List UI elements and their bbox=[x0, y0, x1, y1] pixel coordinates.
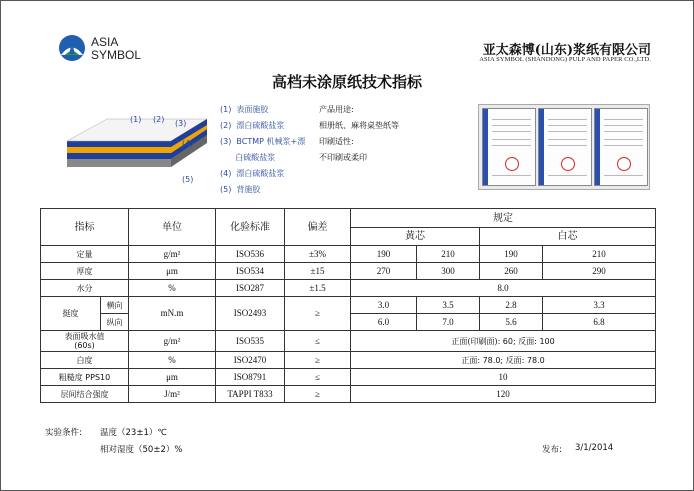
spec-table bbox=[40, 208, 656, 403]
certificate-1 bbox=[482, 108, 536, 186]
row-method: ISO534 bbox=[216, 263, 285, 280]
asia-symbol-logo-icon bbox=[58, 34, 86, 62]
row-label: 白度 bbox=[41, 352, 129, 369]
table-cell: 190 bbox=[480, 246, 543, 263]
diagram-label-2: (2) bbox=[153, 115, 165, 124]
print-label: 印刷适性: bbox=[319, 137, 354, 146]
table-cell: 正面(印刷面): 60; 反面: 100 bbox=[351, 331, 656, 352]
layer-item-5: (5) 背施胶 bbox=[220, 185, 261, 194]
table-row bbox=[41, 369, 656, 386]
row-method: ISO536 bbox=[216, 246, 285, 263]
conditions-temperature: 温度（23±1）℃ bbox=[100, 428, 167, 438]
header-method: 化验标准 bbox=[216, 209, 285, 246]
header-spec: 规定 bbox=[351, 209, 656, 228]
diagram-label-4: (4) bbox=[182, 139, 194, 148]
certificate-3 bbox=[594, 108, 648, 186]
company-name-en: ASIA SYMBOL (SHANDONG) PULP AND PAPER CO.,LTD. bbox=[479, 56, 651, 63]
table-cell: 6.0 bbox=[351, 314, 417, 331]
publish-date: 3/1/2014 bbox=[575, 443, 614, 453]
row-unit: mN.m bbox=[129, 297, 216, 331]
conditions-label: 实验条件: bbox=[45, 428, 82, 438]
table-cell: 210 bbox=[543, 246, 656, 263]
row-label-line2: (60s) bbox=[74, 341, 95, 350]
table-cell: 120 bbox=[351, 386, 656, 403]
row-tolerance: ≤ bbox=[285, 369, 351, 386]
table-cell: 190 bbox=[351, 246, 417, 263]
table-cell: 260 bbox=[480, 263, 543, 280]
table-cell: 3.0 bbox=[351, 297, 417, 314]
table-cell: 300 bbox=[417, 263, 480, 280]
layer-list bbox=[220, 102, 320, 198]
row-label: 挺度 bbox=[41, 297, 101, 331]
row-method: TAPPI T833 bbox=[216, 386, 285, 403]
table-row bbox=[41, 386, 656, 403]
row-unit: g/m² bbox=[129, 246, 216, 263]
header-white-core: 白芯 bbox=[480, 228, 656, 246]
logo-text-line1: ASIA bbox=[91, 35, 119, 49]
header-tolerance: 偏差 bbox=[285, 209, 351, 246]
layer-item-3: (3) BCTMP 机械浆+漂 bbox=[220, 137, 306, 146]
certificates-image bbox=[478, 104, 650, 190]
table-cell: 210 bbox=[417, 246, 480, 263]
table-cell: 5.6 bbox=[480, 314, 543, 331]
header-indicator: 指标 bbox=[41, 209, 129, 246]
table-cell: 290 bbox=[543, 263, 656, 280]
row-label: 层间结合强度 bbox=[41, 386, 129, 403]
conditions-humidity: 相对湿度（50±2）% bbox=[100, 445, 183, 455]
diagram-label-5: (5) bbox=[182, 175, 194, 184]
row-method: ISO2470 bbox=[216, 352, 285, 369]
layer-item-4: (4) 漂白硫酸盐浆 bbox=[220, 169, 285, 178]
row-unit: g/m² bbox=[129, 331, 216, 352]
header-row bbox=[41, 209, 656, 228]
row-unit: μm bbox=[129, 263, 216, 280]
row-sublabel: 纵向 bbox=[101, 314, 129, 331]
header-yellow-core: 黄芯 bbox=[351, 228, 480, 246]
print-value: 不印刷或柔印 bbox=[319, 153, 367, 162]
row-unit: μm bbox=[129, 369, 216, 386]
row-label: 水分 bbox=[41, 280, 129, 297]
table-row bbox=[41, 263, 656, 280]
usage-label: 产品用途: bbox=[319, 105, 354, 114]
table-cell: 8.0 bbox=[351, 280, 656, 297]
table-row bbox=[41, 331, 656, 352]
row-unit: J/m² bbox=[129, 386, 216, 403]
row-method: ISO287 bbox=[216, 280, 285, 297]
diagram-label-3: (3) bbox=[175, 119, 187, 128]
diagram-label-1: (1) bbox=[130, 115, 142, 124]
table-row bbox=[41, 246, 656, 263]
layer-item-2: (2) 漂白硫酸盐浆 bbox=[220, 121, 285, 130]
row-tolerance: ±3% bbox=[285, 246, 351, 263]
certificate-2 bbox=[538, 108, 592, 186]
paper-layer-diagram bbox=[61, 111, 211, 191]
table-cell: 2.8 bbox=[480, 297, 543, 314]
row-label bbox=[41, 331, 129, 352]
row-tolerance: ≥ bbox=[285, 386, 351, 403]
layer-item-1: (1) 表面施胶 bbox=[220, 105, 269, 114]
row-tolerance: ±1.5 bbox=[285, 280, 351, 297]
row-label: 定量 bbox=[41, 246, 129, 263]
layer-item-3b: 白硫酸盐浆 bbox=[220, 153, 276, 162]
row-tolerance: ±15 bbox=[285, 263, 351, 280]
row-tolerance: ≤ bbox=[285, 331, 351, 352]
publish-label: 发布: bbox=[542, 445, 562, 455]
company-name-cn: 亚太森博(山东)浆纸有限公司 bbox=[482, 43, 651, 58]
row-method: ISO2493 bbox=[216, 297, 285, 331]
row-label-line1: 表面吸水值 bbox=[64, 332, 105, 341]
table-row bbox=[41, 280, 656, 297]
row-unit: % bbox=[129, 280, 216, 297]
row-method: ISO535 bbox=[216, 331, 285, 352]
table-cell: 10 bbox=[351, 369, 656, 386]
page-title: 高档未涂原纸技术指标 bbox=[271, 73, 422, 91]
row-label: 粗糙度 PPS10 bbox=[41, 369, 129, 386]
logo-text-line2: SYMBOL bbox=[91, 48, 142, 62]
usage-value: 相册纸、麻将桌垫纸等 bbox=[319, 121, 399, 130]
logo bbox=[58, 34, 148, 66]
row-method: ISO8791 bbox=[216, 369, 285, 386]
row-tolerance: ≥ bbox=[285, 297, 351, 331]
table-cell: 正面: 78.0; 反面: 78.0 bbox=[351, 352, 656, 369]
row-unit: % bbox=[129, 352, 216, 369]
table-cell: 270 bbox=[351, 263, 417, 280]
table-cell: 3.3 bbox=[543, 297, 656, 314]
table-row bbox=[41, 352, 656, 369]
table-row bbox=[41, 297, 656, 314]
row-sublabel: 横向 bbox=[101, 297, 129, 314]
usage-block bbox=[319, 102, 469, 166]
table-cell: 3.5 bbox=[417, 297, 480, 314]
row-label: 厚度 bbox=[41, 263, 129, 280]
table-cell: 7.0 bbox=[417, 314, 480, 331]
header-unit: 单位 bbox=[129, 209, 216, 246]
row-tolerance: ≥ bbox=[285, 352, 351, 369]
table-cell: 6.8 bbox=[543, 314, 656, 331]
